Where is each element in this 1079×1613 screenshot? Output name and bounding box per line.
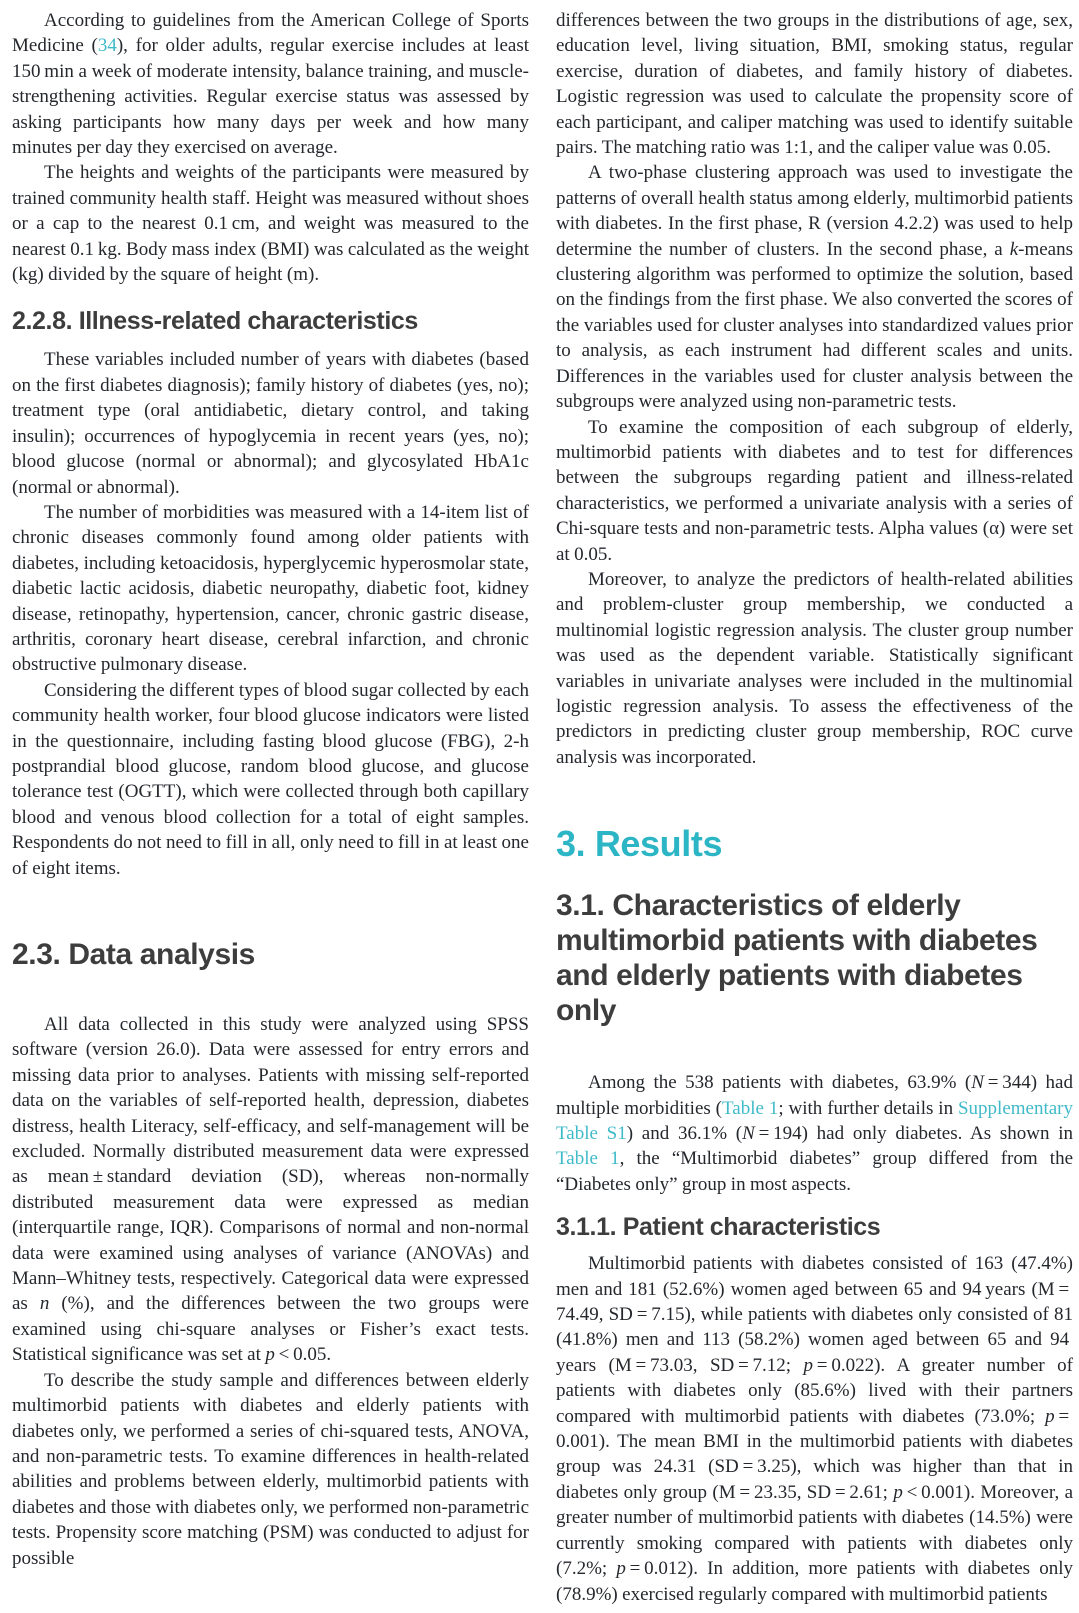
citation-link[interactable]: Table 1 xyxy=(556,1148,620,1170)
italic-text: N xyxy=(742,1123,755,1144)
paragraph: Multimorbid patients with diabetes consisted of 163 (47.4%) men and 181 (52.6%) women aged between 65 and 94 years (M = 74.49, SD = 7.15), while patients with diabetes only consisted of 81 (41.8%) men and 113 (58.2%) women aged between 65 and 94 years (M = 73.03, SD = 7.12; p = 0.022). A greater number of patients with diabetes only (85.6%) lived with their partners compared with multimorbid patients with diabetes (73.0%; p = 0.001). The mean BMI in the multimorbid patients with diabetes group was 24.31 (SD = 3.25), which was higher than that in diabetes only group (M = 23.35, SD = 2.61; p < 0.001). Moreover, a greater number of multimorbid patients with diabetes (14.5%) were currently smoking compared with patients with diabetes only (7.2%; p = 0.012). In addition, more patients with diabetes only (78.9%) exercised regularly compared with multimorbid patients xyxy=(556,1253,1074,1605)
italic-text: n xyxy=(39,1293,50,1315)
citation-link[interactable]: Supplementary Table S1 xyxy=(556,1097,1073,1144)
paragraph: Moreover, to analyze the predictors of health-related abilities and problem-cluster group membership, we conducted a multinomial logistic regression analysis. The cluster group number was used as the dependent variable. Statistically significant variables in univariate analyses were included in the multinomial logistic regression analysis. To assess the effectiveness of the predictors in predicting cluster group membership, ROC curve analysis was incorporated. xyxy=(556,568,1073,768)
italic-text: N xyxy=(971,1072,984,1094)
paragraph: To examine the composition of each subgroup of elderly, multimorbid patients with diabetes and to test for differences between the subgroups regarding patient and illness-related characteristics, we performed a univariate analysis with a series of Chi-square tests and non-parametric tests. Alpha values (α) were set at 0.05. xyxy=(556,416,1073,565)
paragraph: All data collected in this study were analyzed using SPSS software (version 26.0). Data were assessed for entry errors and missing data prior to analyses. Patients with missing self-reported data on the variables of self-reported health, depression, diabetes distress, health Literacy, self-efficacy, and self-management will be excluded. Normally distributed measurement data were expressed as mean ± standard deviation (SD), whereas non-normally distributed measurement data were expressed as median (interquartile range, IQR). Comparisons of normal and non-normal data were examined using analyses of variance (ANOVAs) and Mann–Whitney tests, respectively. Categorical data were expressed as n (%), and the differences between the two groups were examined using chi-square analyses or Fisher’s exact tests. Statistical significance was set at p < 0.05. xyxy=(12,1014,529,1366)
heading-2-2-8: 2.2.8. Illness-related characteristics xyxy=(12,307,418,336)
italic-text: k xyxy=(1009,238,1019,260)
heading-2-3: 2.3. Data analysis xyxy=(12,938,255,971)
citation-link[interactable]: 34 xyxy=(97,35,117,57)
paragraph: A two-phase clustering approach was used to investigate the patterns of overall health status among elderly, multimorbid patients with diabetes. In the first phase, R (version 4.2.2) was used to help determine the number of clusters. In the second phase, a k-means clustering algorithm was performed to optimize the solution, based on the findings from the first phase. We also converted the scores of the variables used for cluster analyses into standardized values prior to analysis, as each instrument had different scales and units. Differences in the variables used for cluster analysis between the subgroups were analyzed using non-parametric tests. xyxy=(556,162,1073,413)
heading-3-1-1: 3.1.1. Patient characteristics xyxy=(556,1213,881,1242)
italic-text: p xyxy=(1045,1405,1055,1427)
paragraph: To describe the study sample and differences between elderly multimorbid patients with diabetes and elderly patients with diabetes only, we performed a series of chi-squared tests, ANOVA, and non-parametric tests. To examine differences in health-related abilities and problems between elderly, multimorbid patients with diabetes and those with diabetes only, we performed non-parametric tests. Propensity score matching (PSM) was conducted to adjust for possible xyxy=(12,1369,529,1569)
paragraph: The heights and weights of the participants were measured by trained community health staff. Height was measured without shoes or a cap to the nearest 0.1 cm, and weight was measured to the nearest 0.1 kg. Body mass index (BMI) was calculated as the weight (kg) divided by the square of height (m). xyxy=(12,162,529,286)
right-column xyxy=(556,8,1073,1607)
italic-text: p xyxy=(616,1558,626,1580)
left-column xyxy=(12,8,529,1607)
citation-link[interactable]: Table 1 xyxy=(722,1097,779,1119)
paragraph: The number of morbidities was measured with a 14-item list of chronic diseases commonly found among older patients with diabetes, including ketoacidosis, hyperglycemic hyperosmolar state, diabetic lactic acidosis, diabetic neuropathy, diabetic foot, kidney disease, retinopathy, hypertension, cancer, chronic gastric disease, arthritis, coronary heart disease, cerebral infarction, and chronic obstructive pulmonary disease. xyxy=(12,501,529,676)
paragraph: Considering the different types of blood sugar collected by each community health worker, four blood glucose indicators were listed in the questionnaire, including fasting blood glucose (FBG), 2-h postprandial blood glucose, random blood glucose, and glucose tolerance test (OGTT), which were collected through both capillary blood and venous blood collection for a total of eight samples. Respondents do not need to fill in all, only need to fill in at least one of eight items. xyxy=(12,679,529,879)
italic-text: p xyxy=(265,1344,275,1366)
paragraph: According to guidelines from the American College of Sports Medicine (34), for older adults, regular exercise includes at least 150 min a week of moderate intensity, balance training, and muscle-strengthening activities. Regular exercise status was assessed by asking participants how many days per week and how many minutes per day they exercised on average. xyxy=(12,10,530,159)
paragraph: These variables included number of years with diabetes (based on the first diabetes diagnosis); family history of diabetes (yes, no); treatment type (oral antidiabetic, dietary control, and taking insulin); occurrences of hypoglycemia in recent years (yes, no); blood glucose (normal or abnormal); and glycosylated HbA1c (normal or abnormal). xyxy=(12,349,529,498)
heading-3-results: 3. Results xyxy=(556,823,723,865)
heading-3-1: 3.1. Characteristics of elderly multimorbid patients with diabetes and elderly patients with diabetes only xyxy=(556,889,1038,1028)
italic-text: p xyxy=(803,1354,813,1376)
italic-text: p xyxy=(893,1481,903,1503)
paragraph: Among the 538 patients with diabetes, 63.9% (N = 344) had multiple morbidities (Table 1; with further details in Supplementary Table S1) and 36.1% (N = 194) had only diabetes. As shown in Table 1, the “Multimorbid diabetes” group differed from the “Diabetes only” group in most aspects. xyxy=(556,1072,1074,1195)
paragraph: differences between the two groups in the distributions of age, sex, education level, living situation, BMI, smoking status, regular exercise, duration of diabetes, and family history of diabetes. Logistic regression was used to calculate the propensity score of each participant, and caliper matching was used to identify suitable pairs. The matching ratio was 1:1, and the caliper value was 0.05. xyxy=(556,10,1073,159)
